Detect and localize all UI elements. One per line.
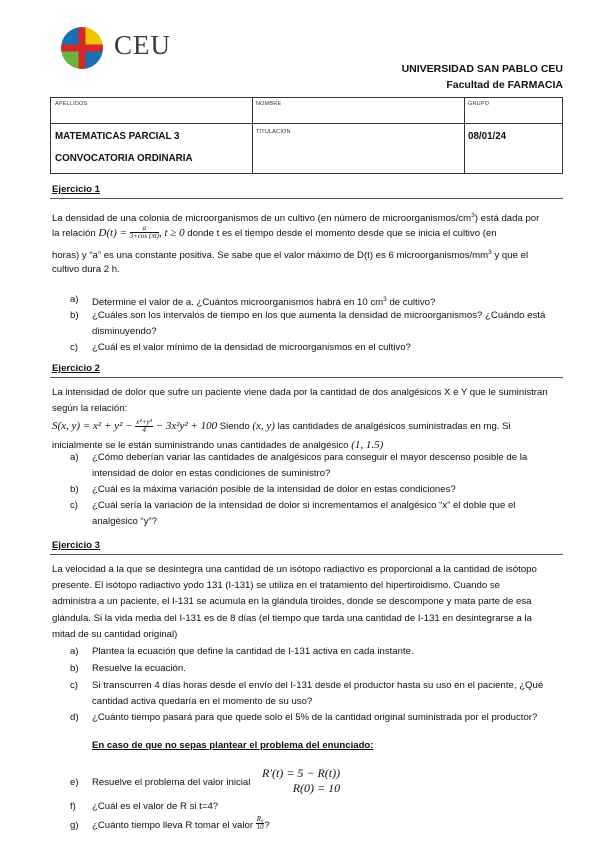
exercise-1-statement: La densidad de una colonia de microorganismos de un cultivo (en número de microorganismos/$cm^3$) está dada por la relación D(t) = $\frac{a}{3+\cos (\pi t)}$ , t ≥ 0 donde t es el tiempo desde el momento desde que se inicia el cultivo (en horas) y “a” es una constante positiva. Se sabe que el valor máximo de D(t) es 6 microorganismos/$mm^3$ y que el cultivo dura 2 h. bbox=[52, 212, 540, 275]
exercise-1-title: Ejercicio 1 bbox=[52, 184, 100, 195]
initial-value-problem bbox=[262, 766, 340, 796]
exercise-3-title: Ejercicio 3 bbox=[52, 540, 100, 551]
pain-function: S(x, y) = x² + y² − bbox=[52, 420, 133, 432]
exercise-2-statement: La intensidad de dolor que sufre un paciente viene dada por la cantidad de dos analgésicos X e Y que le suministran según la relación: S(x, y) = x² + y² − $\frac{\text{x⁴+y⁴}}{4}$ − 3x²y² + 100 Siendo (x, y) las cantidades de analgésicos suministradas en mg. Si inicialmente se le están suministrando unas cantidades de analgésico (1, 1.5) bbox=[52, 387, 548, 451]
ode-equation: R′(t) = 5 − R(t)) bbox=[262, 766, 341, 780]
student-info-table bbox=[50, 97, 563, 174]
exam-date: 08/01/24 bbox=[468, 131, 507, 142]
apellidos-label: APELLIDOS bbox=[55, 101, 88, 107]
initial-condition: R(0) = 10 bbox=[292, 781, 341, 795]
logo-text: CEU bbox=[114, 30, 171, 60]
ceu-logo-icon bbox=[60, 26, 104, 70]
divider bbox=[50, 554, 563, 555]
divider bbox=[50, 377, 563, 378]
exercise-1-item-b: b) ¿Cuáles son los intervalos de tiempo en los que aumenta la densidad de microorganismos? ¿Cuándo está disminuyendo? bbox=[70, 310, 546, 338]
ceu-logo bbox=[60, 26, 104, 70]
nombre-label: NOMBRE bbox=[256, 101, 282, 107]
density-function: D(t) = bbox=[98, 226, 127, 239]
university-name: UNIVERSIDAD SAN PABLO CEU bbox=[401, 63, 563, 75]
pain-fraction: $\frac{\text{x⁴+y⁴}}{4}$ bbox=[136, 417, 152, 434]
exercise-2-item-c: c) ¿Cuál sería la variación de la intensidad de dolor si incrementamos el analgésico “x” el doble que el analgésico “y”? bbox=[70, 500, 516, 528]
exercise-2-item-a: a) ¿Cómo deberían variar las cantidades de analgésicos para conseguir el mayor descenso posible de la intensidad de dolor en estas condiciones de suministro? bbox=[70, 452, 528, 480]
exercise-3-item-c: c) Si transcurren 4 días horas desde el envío del I-131 desde el productor hasta su uso en el paciente, ¿Qué cantidad activa quedaría en el momento de su uso? bbox=[70, 680, 544, 708]
subject-title: MATEMATICAS PARCIAL 3 bbox=[55, 131, 180, 142]
alternative-heading: En caso de que no sepas plantear el problema del enunciado: bbox=[92, 740, 374, 751]
exercise-2-title: Ejercicio 2 bbox=[52, 363, 100, 374]
grupo-label: GRUPO bbox=[468, 101, 490, 107]
titulacion-label: TITULACION bbox=[256, 129, 291, 135]
r-fraction: $\frac{\text{R₀}}{10}$ bbox=[256, 814, 264, 831]
divider bbox=[50, 198, 563, 199]
exercise-3-statement: La velocidad a la que se desintegra una cantidad de un isótopo radiactivo es proporcional a la cantidad de isótopo presente. El isótopo radiactivo yodo 131 (I-131) se utiliza en el tratamiento del hipertiroidismo. Cuando se administra a un paciente, el I-131 se acumula en la glándula tiroides, donde se descompone y mata parte de esa glándula. Si la vida media del I-131 es de 8 días (el tiempo que tarda una cantidad de I-131 en desintegrarse a la mitad de su cantidad original) bbox=[52, 564, 537, 640]
faculty-name: Facultad de FARMACIA bbox=[446, 79, 563, 91]
density-fraction: $\frac{a}{3+\cos (\pi t)}$ bbox=[129, 224, 159, 241]
call-title: CONVOCATORIA ORDINARIA bbox=[55, 153, 193, 164]
